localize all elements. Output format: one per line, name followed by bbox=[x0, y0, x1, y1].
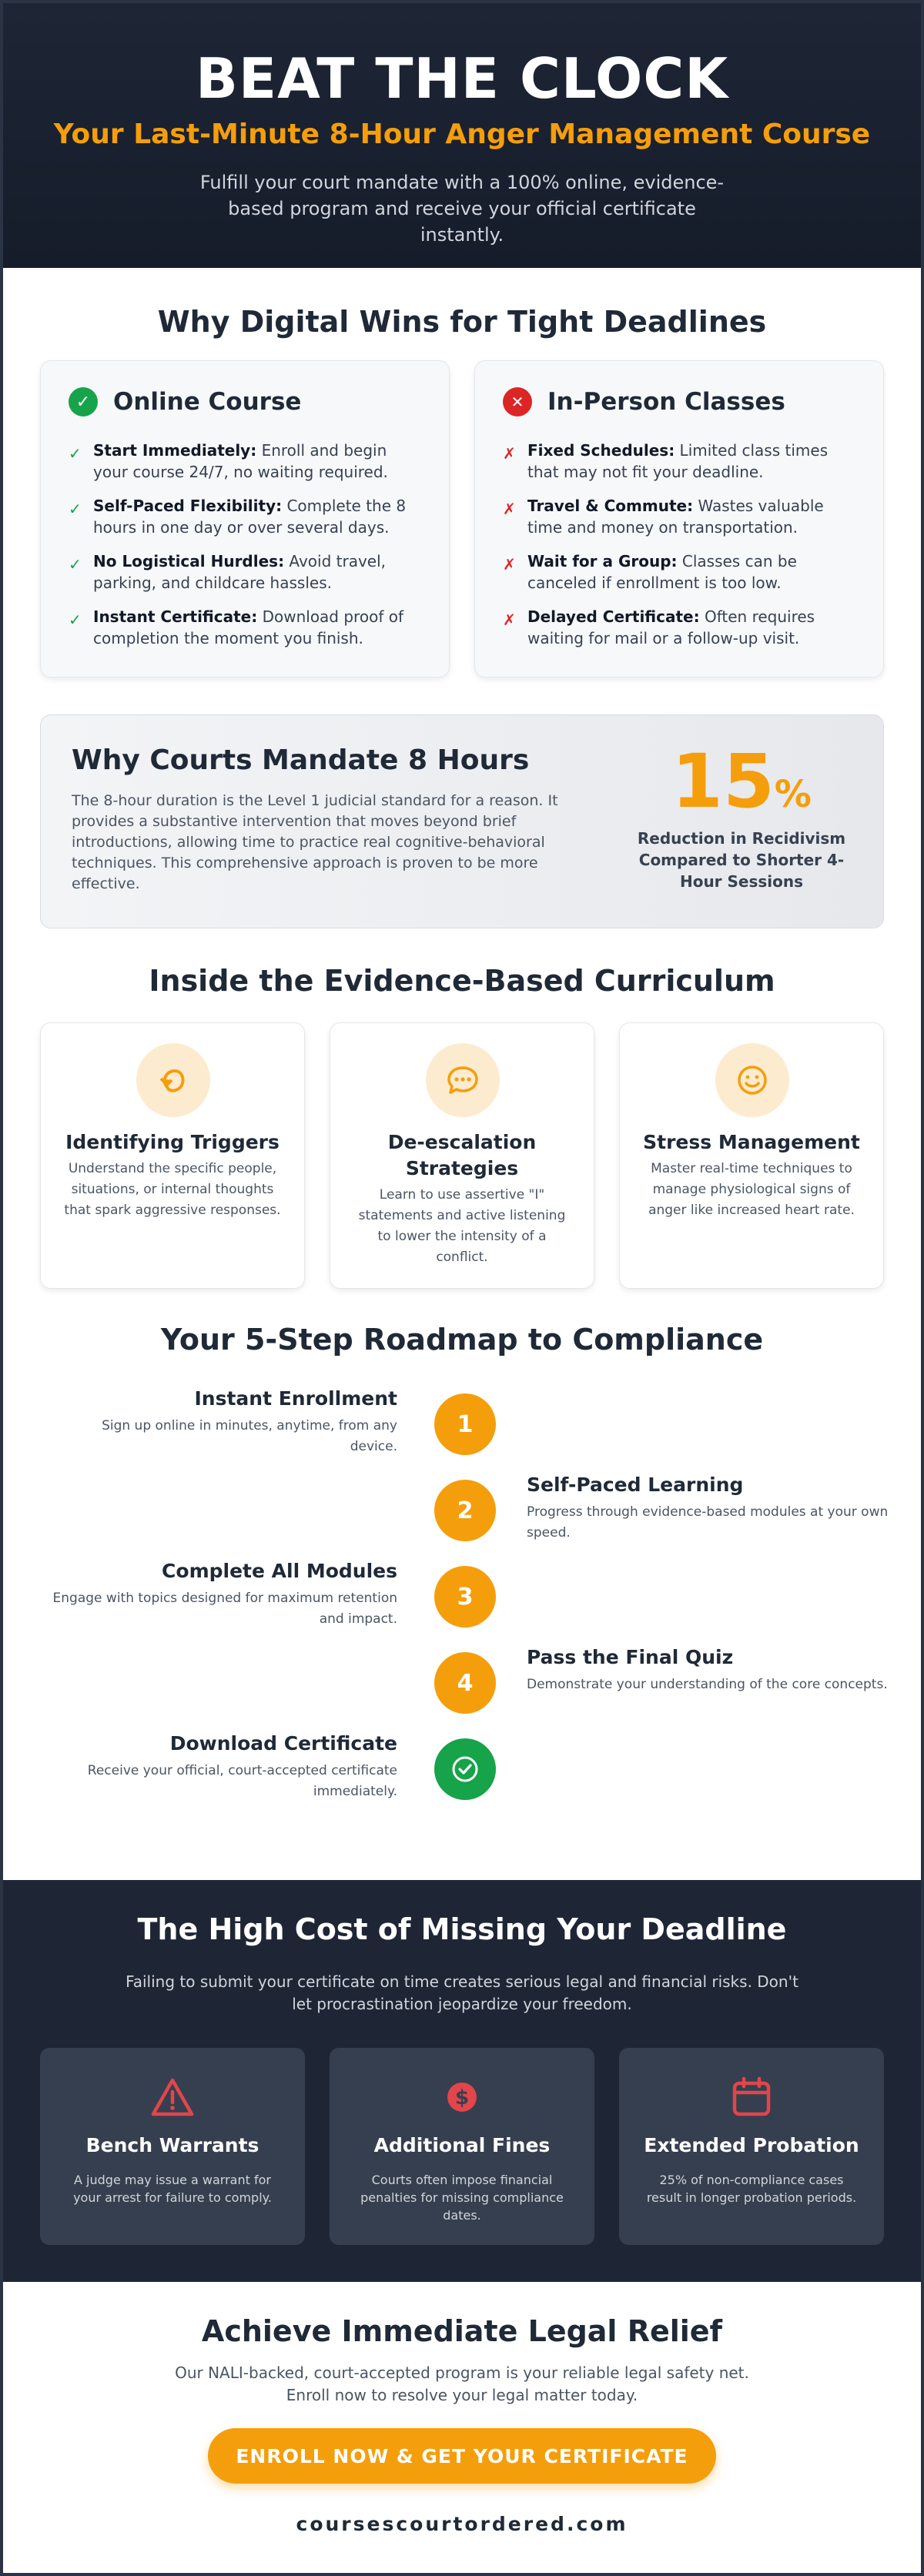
step-number: 2 bbox=[434, 1480, 496, 1541]
step-title: Instant Enrollment bbox=[194, 1387, 397, 1410]
step-text: Demonstrate your understanding of the core concepts. bbox=[527, 1677, 888, 1692]
stat-value bbox=[641, 738, 842, 825]
card-text: Learn to use assertive "I" statements and active listening to lower the intensity of a conflict. bbox=[358, 1187, 566, 1265]
roadmap-title: Your 5-Step Roadmap to Compliance bbox=[160, 1323, 764, 1357]
cost-title: The High Cost of Missing Your Deadline bbox=[137, 1912, 787, 1946]
item-text: Download proof of completion the moment you finish. bbox=[93, 607, 403, 647]
risk-card bbox=[40, 2048, 305, 2245]
online-course-title: Online Course bbox=[113, 388, 302, 416]
card-title: Stress Management bbox=[643, 1131, 860, 1153]
step-text: Progress through evidence-based modules at your own speed. bbox=[527, 1504, 889, 1541]
step-text: Sign up online in minutes, anytime, from any device. bbox=[102, 1418, 397, 1454]
stat-unit: % bbox=[774, 773, 812, 816]
step-title: Download Certificate bbox=[169, 1732, 397, 1755]
item-text: Classes can be canceled if enrollment is too low. bbox=[527, 552, 797, 592]
roadmap-step bbox=[527, 1646, 889, 1695]
item-label: Travel & Commute: bbox=[527, 497, 694, 515]
online-course-card bbox=[40, 360, 450, 677]
comparison-title: Why Digital Wins for Tight Deadlines bbox=[157, 305, 767, 339]
hero-subtitle: Your Last-Minute 8-Hour Anger Management Course bbox=[53, 119, 871, 150]
risk-title: Bench Warrants bbox=[85, 2134, 259, 2156]
list-item bbox=[69, 440, 421, 483]
check-circle-icon bbox=[434, 1738, 496, 1800]
curriculum-card bbox=[330, 1022, 594, 1289]
step-text: Engage with topics designed for maximum retention and impact. bbox=[52, 1591, 397, 1627]
item-text: Wastes valuable time and money on transportation. bbox=[527, 497, 824, 537]
risk-text: 25% of non-compliance cases result in longer probation periods. bbox=[646, 2173, 857, 2205]
item-text: Limited class times that may not fit your deadline. bbox=[527, 441, 829, 481]
step-number: 3 bbox=[434, 1566, 496, 1628]
roadmap-step bbox=[51, 1560, 397, 1630]
in-person-title: In-Person Classes bbox=[547, 388, 785, 416]
hero-section bbox=[3, 3, 921, 268]
checkmark-icon: ✓ bbox=[69, 611, 82, 629]
step-title: Complete All Modules bbox=[162, 1560, 397, 1582]
card-title: De-escalation Strategies bbox=[387, 1131, 537, 1179]
checkmark-icon: ✓ bbox=[69, 444, 82, 463]
step-title: Self-Paced Learning bbox=[527, 1474, 744, 1496]
x-circle-icon: ✕ bbox=[503, 387, 532, 417]
hero-title: BEAT THE CLOCK bbox=[196, 46, 728, 111]
hand-icon bbox=[136, 1043, 210, 1117]
curriculum-card bbox=[619, 1022, 884, 1289]
item-label: Delayed Certificate: bbox=[527, 607, 700, 626]
list-item bbox=[503, 550, 855, 594]
calendar-icon bbox=[728, 2074, 775, 2120]
site-url-link[interactable]: coursescourtordered.com bbox=[296, 2513, 628, 2535]
chat-bubble-icon bbox=[426, 1043, 500, 1117]
list-item bbox=[69, 495, 421, 538]
cost-section bbox=[3, 1880, 921, 2282]
item-text: Enroll and begin your course 24/7, no waiting required. bbox=[93, 441, 388, 481]
item-label: Start Immediately: bbox=[93, 441, 257, 460]
mandate-title: Why Courts Mandate 8 Hours bbox=[72, 744, 530, 776]
curriculum-title: Inside the Evidence-Based Curriculum bbox=[149, 964, 775, 998]
risk-title: Additional Fines bbox=[373, 2134, 551, 2156]
in-person-card bbox=[474, 360, 884, 677]
list-item bbox=[503, 440, 855, 483]
item-label: No Logistical Hurdles: bbox=[93, 552, 285, 570]
enroll-button[interactable]: ENROLL NOW & GET YOUR CERTIFICATE bbox=[208, 2428, 716, 2484]
step-title: Pass the Final Quiz bbox=[527, 1646, 734, 1668]
risk-title: Extended Probation bbox=[644, 2134, 859, 2156]
item-label: Instant Certificate: bbox=[93, 607, 258, 626]
list-item bbox=[503, 606, 855, 649]
check-circle-icon: ✓ bbox=[69, 387, 98, 417]
checkmark-icon: ✓ bbox=[69, 500, 82, 518]
smiley-icon bbox=[715, 1043, 789, 1117]
hero-description: Fulfill your court mandate with a 100% online, evidence-based program and receive your official certificate instantly. bbox=[199, 172, 725, 246]
step-text: Receive your official, court-accepted certificate immediately. bbox=[87, 1763, 397, 1799]
risk-card bbox=[619, 2048, 884, 2245]
item-label: Self-Paced Flexibility: bbox=[93, 497, 283, 515]
stat-number: 15 bbox=[671, 738, 775, 825]
risk-text: A judge may issue a warrant for your arrest for failure to comply. bbox=[73, 2173, 272, 2205]
x-mark-icon: ✗ bbox=[503, 500, 516, 518]
list-item bbox=[69, 606, 421, 649]
card-text: Master real-time techniques to manage physiological signs of anger like increased heart rate. bbox=[648, 1161, 855, 1218]
checkmark-icon: ✓ bbox=[69, 555, 82, 574]
mandate-panel bbox=[40, 714, 884, 928]
mandate-text: The 8-hour duration is the Level 1 judicial standard for a reason. It provides a substantive intervention that moves beyond brief introductions, allowing time to practice real cognitive-behavioral techniques. This comprehensive approach is proven to be more effective. bbox=[72, 792, 558, 892]
card-text: Understand the specific people, situations, or internal thoughts that spark aggressive responses. bbox=[64, 1161, 281, 1218]
item-text: Often requires waiting for mail or a follow-up visit. bbox=[527, 607, 815, 647]
warning-triangle-icon bbox=[149, 2074, 196, 2120]
list-item bbox=[503, 495, 855, 538]
item-text: Complete the 8 hours in one day or over several days. bbox=[93, 497, 407, 537]
roadmap-step bbox=[51, 1732, 397, 1802]
roadmap-step bbox=[527, 1474, 889, 1544]
cta-title: Achieve Immediate Legal Relief bbox=[201, 2314, 723, 2348]
list-item bbox=[69, 550, 421, 594]
x-mark-icon: ✗ bbox=[503, 444, 516, 463]
curriculum-card bbox=[40, 1022, 305, 1289]
roadmap-step bbox=[51, 1387, 397, 1457]
risk-text: Courts often impose financial penalties for missing compliance dates. bbox=[360, 2173, 564, 2223]
cta-text: Our NALI-backed, court-accepted program is your reliable legal safety net. Enroll now to resolve your legal matter today. bbox=[175, 2364, 749, 2404]
stat-caption: Reduction in Recidivism Compared to Shorter 4-Hour Sessions bbox=[637, 829, 846, 891]
svg-text:$: $ bbox=[454, 2086, 470, 2109]
item-label: Fixed Schedules: bbox=[527, 441, 675, 460]
card-title: Identifying Triggers bbox=[65, 1131, 280, 1153]
step-number: 4 bbox=[434, 1652, 496, 1714]
x-mark-icon: ✗ bbox=[503, 611, 516, 629]
dollar-coin-icon bbox=[439, 2074, 485, 2120]
step-number: 1 bbox=[434, 1393, 496, 1455]
cta-section bbox=[3, 2282, 921, 2576]
risk-card bbox=[330, 2048, 594, 2245]
cost-subtitle: Failing to submit your certificate on time creates serious legal and financial risks. Don't let procrastination jeopardize your freedom. bbox=[126, 1972, 798, 2013]
item-label: Wait for a Group: bbox=[527, 552, 678, 570]
x-mark-icon: ✗ bbox=[503, 555, 516, 574]
item-text: Avoid travel, parking, and childcare hassles. bbox=[93, 552, 387, 592]
